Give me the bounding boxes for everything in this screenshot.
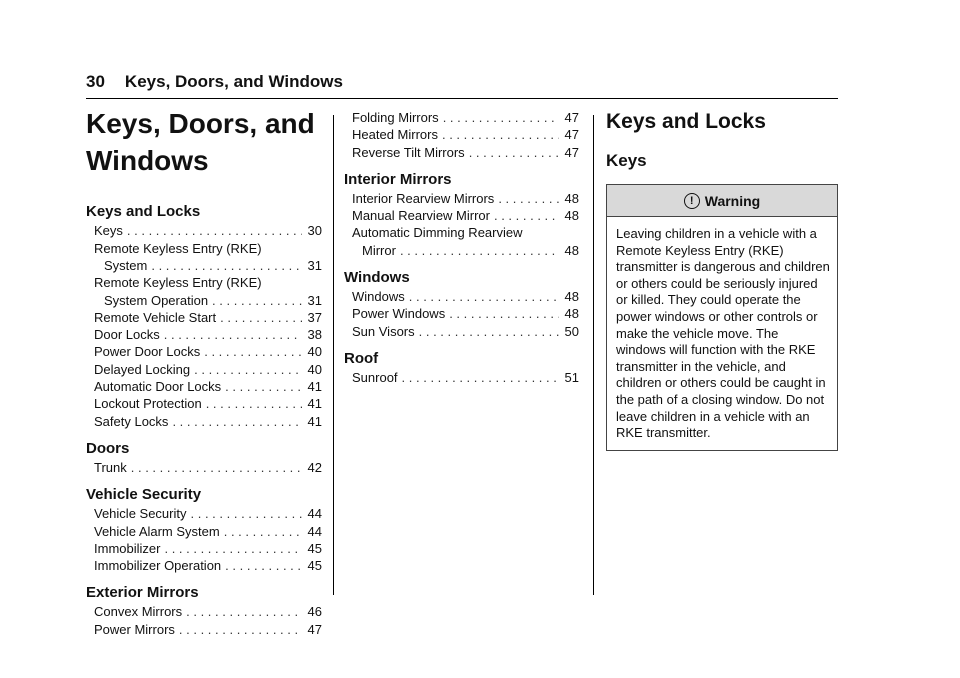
toc-entry[interactable] xyxy=(86,621,322,638)
toc-entry-page: 44 xyxy=(307,523,322,539)
toc-entry-page: 44 xyxy=(307,506,322,522)
toc-leader-dots xyxy=(443,109,559,126)
toc-entry-page: 31 xyxy=(307,257,322,273)
header-rule xyxy=(86,98,838,99)
toc-leader-dots xyxy=(127,222,302,239)
toc-section-entries xyxy=(86,603,322,638)
toc-leader-dots xyxy=(409,288,559,305)
toc-entry[interactable] xyxy=(344,207,579,224)
toc-entry[interactable] xyxy=(344,288,579,305)
toc-entry-page: 48 xyxy=(564,306,579,322)
toc-leader-dots xyxy=(212,292,301,309)
toc-entry[interactable] xyxy=(344,144,579,161)
toc-entry-page: 41 xyxy=(307,396,322,412)
toc-section-entries xyxy=(86,459,322,476)
warning-header xyxy=(607,185,837,217)
toc-leader-dots xyxy=(220,309,301,326)
toc-leader-dots xyxy=(225,378,301,395)
toc-leader-dots xyxy=(172,413,301,430)
toc-section-heading: Windows xyxy=(344,269,410,287)
toc-entry-label: Automatic Dimming Rearview xyxy=(352,225,523,241)
toc-entry-page: 51 xyxy=(564,369,579,385)
toc-entry[interactable] xyxy=(86,523,322,540)
toc-entry-label: Convex Mirrors xyxy=(94,604,183,620)
toc-entry[interactable] xyxy=(86,309,322,326)
page-number: 30 xyxy=(86,72,105,91)
toc-section-entries xyxy=(86,505,322,574)
toc-section-heading: Keys and Locks xyxy=(86,203,201,221)
toc-entry-label: Delayed Locking xyxy=(94,361,191,377)
warning-circle-icon: ! xyxy=(684,193,700,209)
content-column xyxy=(606,108,838,451)
toc-leader-dots xyxy=(224,523,302,540)
toc-entry-label: Trunk xyxy=(94,459,127,475)
toc-entry-label: Vehicle Alarm System xyxy=(94,523,220,539)
toc-entry-page: 48 xyxy=(564,208,579,224)
section-title: Keys and Locks xyxy=(606,110,766,133)
toc-entry-page: 46 xyxy=(307,604,322,620)
toc-entry-page: 31 xyxy=(307,292,322,308)
running-header xyxy=(86,72,343,92)
toc-entry-page: 41 xyxy=(307,379,322,395)
toc-section-heading: Interior Mirrors xyxy=(344,170,452,188)
toc-section-heading: Doors xyxy=(86,439,130,457)
toc-section-heading: Exterior Mirrors xyxy=(86,584,199,602)
toc-entry-label: Heated Mirrors xyxy=(352,127,438,143)
toc-entry-label: Safety Locks xyxy=(94,413,169,429)
toc-leader-dots xyxy=(186,603,301,620)
toc-entry[interactable] xyxy=(86,240,322,275)
toc-entry-page: 45 xyxy=(307,540,322,556)
subsection-title: Keys xyxy=(606,151,647,170)
toc-entry-page: 41 xyxy=(307,413,322,429)
toc-column-2 xyxy=(344,108,579,386)
toc-leader-dots xyxy=(400,242,559,259)
toc-entry-page: 47 xyxy=(564,127,579,143)
toc-entry[interactable] xyxy=(344,224,579,259)
toc-leader-dots xyxy=(402,369,559,386)
toc-entry[interactable] xyxy=(344,305,579,322)
toc-entry-page: 47 xyxy=(564,110,579,125)
toc-leader-dots xyxy=(194,361,301,378)
toc-leader-dots xyxy=(206,395,302,412)
toc-entry-label: Door Locks xyxy=(94,327,160,343)
toc-entry-label: Power Mirrors xyxy=(94,621,175,637)
toc-entry-label: Remote Keyless Entry (RKE) xyxy=(94,240,262,256)
toc-leader-dots xyxy=(164,326,302,343)
toc-entry[interactable] xyxy=(86,505,322,522)
toc-entry-label: Windows xyxy=(352,289,405,305)
toc-entry-label: Keys xyxy=(94,223,123,239)
toc-entry[interactable] xyxy=(344,126,579,143)
toc-entry[interactable] xyxy=(344,323,579,340)
toc-leader-dots xyxy=(164,540,301,557)
toc-section-heading: Vehicle Security xyxy=(86,486,202,504)
toc-section-heading: Roof xyxy=(344,349,379,367)
toc-entry[interactable] xyxy=(344,190,579,207)
toc-entry-label: Automatic Door Locks xyxy=(94,379,222,395)
toc-leader-dots xyxy=(469,144,559,161)
toc-entry-label-cont: System xyxy=(104,257,148,273)
toc-entry[interactable] xyxy=(86,343,322,360)
toc-leader-dots xyxy=(151,257,301,274)
toc-entry-page: 47 xyxy=(307,621,322,637)
toc-entry-page: 37 xyxy=(307,309,322,325)
running-title: Keys, Doors, and Windows xyxy=(124,72,343,91)
toc-section-entries xyxy=(86,222,322,430)
toc-entry-label: Vehicle Security xyxy=(94,506,187,522)
toc-leader-dots xyxy=(179,621,302,638)
toc-list-2 xyxy=(344,109,579,386)
toc-entry-page: 42 xyxy=(307,459,322,475)
toc-entry[interactable] xyxy=(86,274,322,309)
toc-entry-page: 30 xyxy=(307,223,322,239)
toc-section-entries xyxy=(344,109,579,161)
toc-entry-page: 48 xyxy=(564,242,579,258)
toc-leader-dots xyxy=(131,459,302,476)
toc-entry-label: Lockout Protection xyxy=(94,396,202,412)
toc-entry-page: 45 xyxy=(307,558,322,574)
toc-entry[interactable] xyxy=(86,326,322,343)
toc-entry-label: Remote Vehicle Start xyxy=(94,309,217,325)
toc-column-1 xyxy=(86,106,322,638)
toc-entry[interactable] xyxy=(86,557,322,574)
toc-entry-label: Folding Mirrors xyxy=(352,110,439,125)
toc-section-entries xyxy=(344,369,579,386)
toc-entry-label: Power Windows xyxy=(352,306,446,322)
toc-entry-label: Remote Keyless Entry (RKE) xyxy=(94,275,262,291)
toc-entry-label: Manual Rearview Mirror xyxy=(352,208,490,224)
toc-leader-dots xyxy=(498,190,558,207)
toc-entry-page: 38 xyxy=(307,327,322,343)
toc-entry-label-cont: System Operation xyxy=(104,292,209,308)
toc-entry[interactable] xyxy=(86,413,322,430)
toc-entry-label: Sunroof xyxy=(352,369,398,385)
toc-entry-label-cont: Mirror xyxy=(362,242,396,258)
toc-entry[interactable] xyxy=(86,395,322,412)
chapter-title: Keys, Doors, and Windows xyxy=(86,108,315,176)
toc-entry-page: 40 xyxy=(307,344,322,360)
toc-leader-dots xyxy=(225,557,301,574)
toc-leader-dots xyxy=(494,207,559,224)
warning-box xyxy=(606,184,838,451)
toc-entry-label: Power Door Locks xyxy=(94,344,201,360)
toc-entry[interactable] xyxy=(344,369,579,386)
toc-entry-label: Reverse Tilt Mirrors xyxy=(352,144,465,160)
toc-entry-label: Immobilizer Operation xyxy=(94,558,222,574)
toc-entry[interactable] xyxy=(344,109,579,126)
toc-leader-dots xyxy=(449,305,558,322)
toc-section-entries xyxy=(344,190,579,259)
toc-entry-page: 48 xyxy=(564,190,579,206)
toc-entry-page: 40 xyxy=(307,361,322,377)
toc-leader-dots xyxy=(419,323,559,340)
toc-entry[interactable] xyxy=(86,540,322,557)
column-divider xyxy=(333,115,334,595)
toc-entry[interactable] xyxy=(86,603,322,620)
toc-entry-label: Interior Rearview Mirrors xyxy=(352,190,495,206)
toc-section-entries xyxy=(344,288,579,340)
warning-text: Leaving children in a vehicle with a Remote Keyless Entry (RKE) transmitter is dangerous and children or others could be seriously injured or killed. They could operate the power windows or other controls or make the vehicle move. The windows will function with the RKE transmitter in the vehicle, and children or others could be caught in the path of a closing window. Do not leave children in a vehicle with an RKE transmitter. xyxy=(616,226,830,441)
toc-entry[interactable] xyxy=(86,361,322,378)
toc-entry-label: Sun Visors xyxy=(352,323,415,339)
toc-list-1 xyxy=(86,203,322,638)
toc-entry[interactable] xyxy=(86,459,322,476)
warning-title: Warning xyxy=(704,192,761,209)
toc-entry-page: 47 xyxy=(564,144,579,160)
toc-leader-dots xyxy=(442,126,559,143)
toc-entry-page: 50 xyxy=(564,323,579,339)
toc-entry[interactable] xyxy=(86,378,322,395)
column-divider xyxy=(593,115,594,595)
toc-entry-label: Immobilizer xyxy=(94,540,161,556)
toc-leader-dots xyxy=(191,505,302,522)
toc-entry-page: 48 xyxy=(564,289,579,305)
toc-leader-dots xyxy=(204,343,301,360)
toc-entry[interactable] xyxy=(86,222,322,239)
